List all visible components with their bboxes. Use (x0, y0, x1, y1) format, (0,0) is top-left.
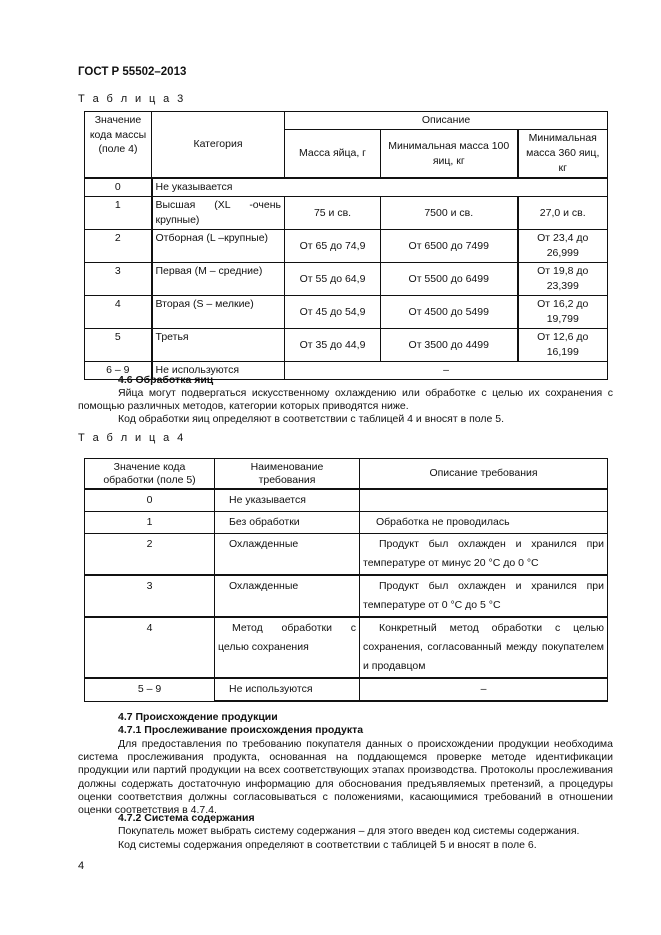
name-cell: Не указывается (215, 489, 360, 512)
min100-cell: 7500 и св. (381, 197, 518, 230)
table-row (85, 617, 608, 678)
name-cell: Охлажденные (215, 575, 360, 617)
code-cell: 2 (85, 534, 215, 576)
min360-cell: 27,0 и св. (518, 197, 608, 230)
table3-header-min-mass-360: Минимальная масса 360 яиц, кг (518, 130, 608, 179)
min100-cell: От 4500 до 5499 (381, 296, 518, 329)
section-4-7-2-title: 4.7.2 Система содержания (118, 812, 255, 824)
name-cell: Охлажденные (215, 534, 360, 576)
name-cell: Не используются (215, 678, 360, 701)
category-cell: Первая (М – средние) (152, 263, 285, 296)
table-row (85, 197, 608, 230)
desc-cell: – (360, 678, 608, 701)
min360-cell: От 23,4 до 26,999 (518, 230, 608, 263)
table3-header-egg-mass: Масса яйца, г (285, 130, 381, 179)
table-row (85, 534, 608, 576)
desc-cell (360, 489, 608, 512)
table-row (85, 230, 608, 263)
section-4-6-title: 4.6 Обработка яиц (118, 374, 214, 386)
table3-caption: Т а б л и ц а 3 (78, 93, 186, 105)
section-4-7-1-title: 4.7.1 Прослеживание происхождения продукта (118, 724, 364, 736)
code-cell: 4 (85, 296, 152, 329)
table4 (84, 458, 608, 702)
min100-cell: От 3500 до 4499 (381, 329, 518, 362)
table3-header-description: Описание (285, 112, 608, 130)
code-cell: 5 (85, 329, 152, 362)
desc-cell: Обработка не проводилась (360, 512, 608, 534)
category-cell: Вторая (S – мелкие) (152, 296, 285, 329)
section-4-6-para2: Код обработки яиц определяют в соответствии с таблицей 4 и вносят в поле 5. (118, 413, 505, 425)
min360-cell: От 19,8 до 23,399 (518, 263, 608, 296)
code-cell: 4 (85, 617, 215, 678)
egg-mass-cell: От 55 до 64,9 (285, 263, 381, 296)
not-used-dash: – (285, 362, 608, 380)
page-number: 4 (78, 860, 85, 872)
table3-header-code: Значение кода массы (поле 4) (85, 112, 152, 179)
code-cell: 3 (85, 263, 152, 296)
name-cell: Метод обработки с целью сохранения (215, 617, 360, 678)
section-4-7-2-para2: Код системы содержания определяют в соответствии с таблицей 5 и вносят в поле 6. (118, 839, 537, 851)
table4-caption: Т а б л и ц а 4 (78, 432, 186, 444)
table-row (85, 678, 608, 701)
code-cell: 6 – 9 (85, 362, 152, 380)
name-cell: Без обработки (215, 512, 360, 534)
code-cell: 1 (85, 512, 215, 534)
code-cell: 0 (85, 178, 152, 197)
table-row (85, 263, 608, 296)
section-4-7-1-para: Для предоставления по требованию покупателя данных о происхождении продукции необходима система прослеживания продукта, основанная на поддающемся проверке методе идентификации продукции или партий продукции на всех соответствующих этапах производства. Протоколы прослеживания должны содержать достаточную информацию для обоснования предъявляемых претензий, а процедуры оценки соответствия должны согласовываться с положениями, касающимися требований в отношении оценки соответствия в 4.7.4. (78, 738, 613, 817)
egg-mass-cell: 75 и св. (285, 197, 381, 230)
table-row (85, 296, 608, 329)
section-4-7-2-para1: Покупатель может выбрать систему содержания – для этого введен код системы содержания. (118, 825, 580, 837)
table-row (85, 575, 608, 617)
desc-cell: Продукт был охлажден и хранился при температуре от 0 °С до 5 °С (360, 575, 608, 617)
desc-cell: Продукт был охлажден и хранился при температуре от минус 20 °С до 0 °С (360, 534, 608, 576)
table-row (85, 329, 608, 362)
category-cell: Не указывается (152, 178, 608, 197)
min360-cell: От 12,6 до 16,199 (518, 329, 608, 362)
table-row (85, 512, 608, 534)
min100-cell: От 6500 до 7499 (381, 230, 518, 263)
table3-header-category: Категория (152, 112, 285, 179)
min100-cell: От 5500 до 6499 (381, 263, 518, 296)
code-cell: 3 (85, 575, 215, 617)
table3-header-min-mass-100: Минимальная масса 100 яиц, кг (381, 130, 518, 179)
category-cell: Отборная (L –крупные) (152, 230, 285, 263)
category-cell: Высшая (XL -очень крупные) (152, 197, 285, 230)
table3 (84, 111, 608, 380)
table4-header-name (215, 459, 360, 490)
category-cell: Третья (152, 329, 285, 362)
section-4-6-para1: Яйца могут подвергаться искусственному охлаждению или обработке с целью их сохранения с помощью различных методов, категории которых приводятся ниже. (78, 387, 613, 413)
code-cell: 0 (85, 489, 215, 512)
code-cell: 5 – 9 (85, 678, 215, 701)
code-cell: 1 (85, 197, 152, 230)
table4-header-description: Описание требования (360, 459, 608, 490)
section-4-7-title: 4.7 Происхождение продукции (118, 711, 278, 723)
table4-header-code: Значение кода обработки (поле 5) (85, 459, 215, 490)
table4-header-name-text: Наименование требования (250, 461, 324, 486)
egg-mass-cell: От 35 до 44,9 (285, 329, 381, 362)
table-row (85, 178, 608, 197)
egg-mass-cell: От 45 до 54,9 (285, 296, 381, 329)
egg-mass-cell: От 65 до 74,9 (285, 230, 381, 263)
table-row (85, 489, 608, 512)
document-header: ГОСТ Р 55502–2013 (78, 66, 187, 78)
code-cell: 2 (85, 230, 152, 263)
category-cell: Не используются (152, 362, 285, 380)
desc-cell: Конкретный метод обработки с целью сохранения, согласованный между покупателем и продавцом (360, 617, 608, 678)
min360-cell: От 16,2 до 19,799 (518, 296, 608, 329)
